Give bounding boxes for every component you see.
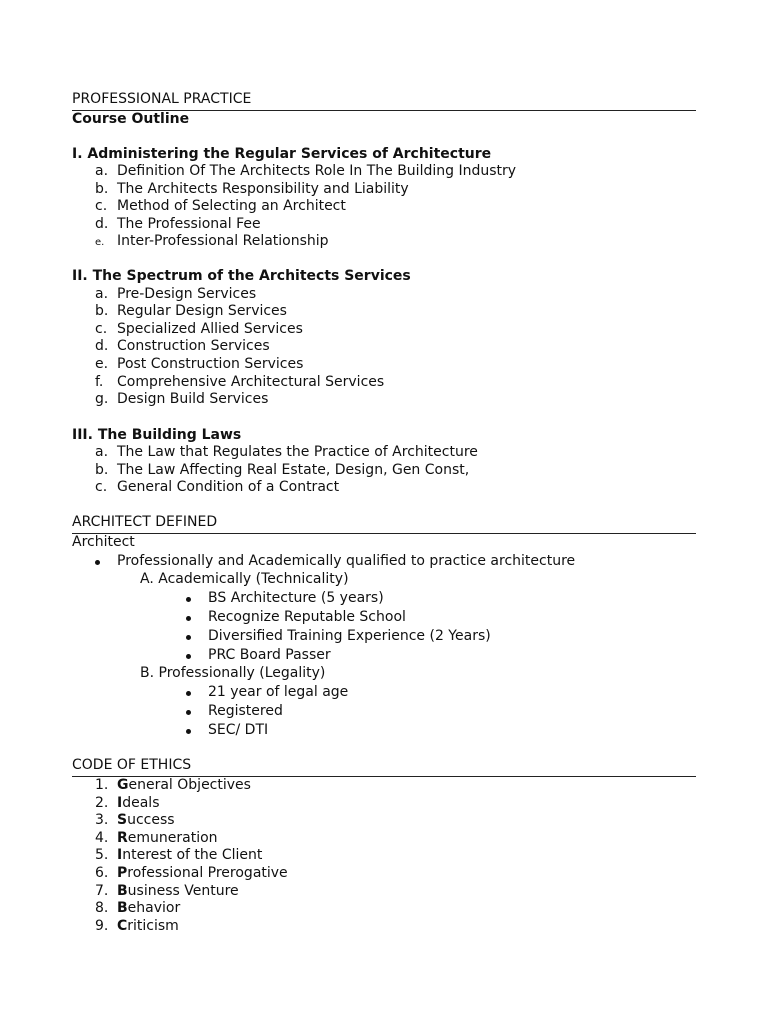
list-number: 9. (95, 918, 109, 934)
list-marker: e. (95, 237, 105, 248)
list-marker: a. (95, 163, 109, 179)
sub-heading: B. Professionally (Legality) (140, 665, 326, 681)
list-number: 2. (95, 795, 109, 811)
list-item: Definition Of The Architects Role In The Building Industry (117, 163, 517, 179)
list-item: The Law that Regulates the Practice of Architecture (117, 444, 478, 460)
list-item: Recognize Reputable School (208, 609, 406, 625)
list-item: BS Architecture (5 years) (208, 590, 384, 606)
list-item: Registered (208, 703, 283, 719)
list-item: Interest of the Client (117, 847, 263, 863)
list-marker: b. (95, 303, 109, 319)
list-marker: b. (95, 181, 109, 197)
list-item: Specialized Allied Services (117, 321, 303, 337)
list-item: Construction Services (117, 338, 270, 354)
list-marker: c. (95, 321, 108, 337)
list-marker: d. (95, 338, 109, 354)
list-marker: g. (95, 391, 109, 407)
list-item: Remuneration (117, 830, 218, 846)
bullet-icon (95, 560, 100, 565)
bullet-icon (186, 729, 191, 734)
list-item: Behavior (117, 900, 181, 916)
section-heading: CODE OF ETHICS (72, 757, 192, 773)
list-number: 4. (95, 830, 109, 846)
list-number: 5. (95, 847, 109, 863)
list-item: Success (117, 812, 175, 828)
list-marker: c. (95, 479, 108, 495)
definition-term: Architect (72, 534, 135, 550)
section-heading: II. The Spectrum of the Architects Services (72, 268, 411, 284)
bullet-icon (186, 597, 191, 602)
list-item: The Professional Fee (117, 216, 261, 232)
list-number: 8. (95, 900, 109, 916)
list-item: General Condition of a Contract (117, 479, 340, 495)
list-marker: f. (95, 374, 104, 390)
list-item: 21 year of legal age (208, 684, 349, 700)
bullet-icon (186, 635, 191, 640)
document-title: PROFESSIONAL PRACTICE (72, 91, 252, 107)
list-item: Professional Prerogative (117, 865, 288, 881)
list-marker: a. (95, 286, 109, 302)
list-item: The Architects Responsibility and Liability (117, 181, 409, 197)
bullet-icon (186, 654, 191, 659)
list-item: Business Venture (117, 883, 239, 899)
list-marker: a. (95, 444, 109, 460)
list-item: The Law Affecting Real Estate, Design, Gen Const, (117, 462, 470, 478)
list-number: 3. (95, 812, 109, 828)
bullet-icon (186, 616, 191, 621)
section-heading: I. Administering the Regular Services of Architecture (72, 146, 492, 162)
document-subtitle: Course Outline (72, 111, 190, 127)
list-item: Ideals (117, 795, 160, 811)
list-marker: c. (95, 198, 108, 214)
list-item: Diversified Training Experience (2 Years) (208, 628, 491, 644)
list-item: Inter-Professional Relationship (117, 233, 329, 249)
list-item: Pre-Design Services (117, 286, 257, 302)
list-item: Regular Design Services (117, 303, 287, 319)
list-item: Comprehensive Architectural Services (117, 374, 385, 390)
list-item: Method of Selecting an Architect (117, 198, 346, 214)
definition-bullet: Professionally and Academically qualified to practice architecture (117, 553, 576, 569)
list-number: 6. (95, 865, 109, 881)
list-item: Design Build Services (117, 391, 269, 407)
sub-heading: A. Academically (Technicality) (140, 571, 349, 587)
bullet-icon (186, 691, 191, 696)
list-marker: b. (95, 462, 109, 478)
section-heading: III. The Building Laws (72, 427, 242, 443)
list-marker: d. (95, 216, 109, 232)
list-item: General Objectives (117, 777, 251, 793)
list-number: 1. (95, 777, 109, 793)
list-number: 7. (95, 883, 109, 899)
section-rule (72, 533, 696, 534)
bullet-icon (186, 710, 191, 715)
section-heading: ARCHITECT DEFINED (72, 514, 218, 530)
list-item: Post Construction Services (117, 356, 304, 372)
list-marker: e. (95, 356, 109, 372)
list-item: SEC/ DTI (208, 722, 269, 738)
list-item: Criticism (117, 918, 179, 934)
list-item: PRC Board Passer (208, 647, 331, 663)
